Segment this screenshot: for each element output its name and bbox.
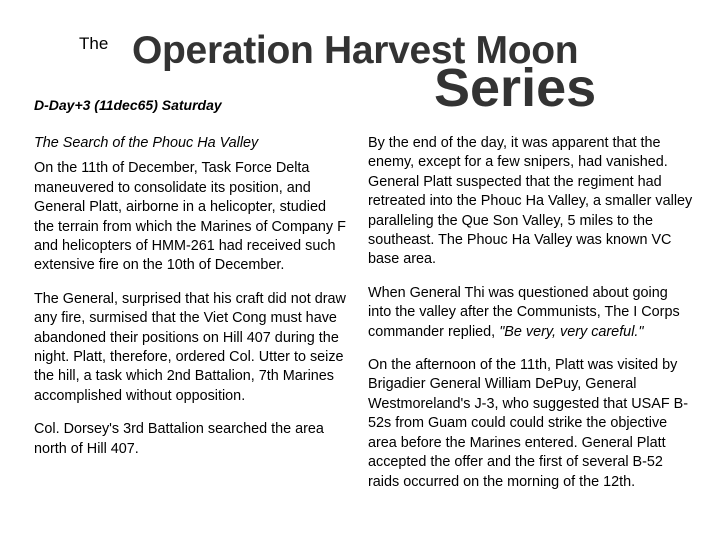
paragraph: On the afternoon of the 11th, Platt was visited by Brigadier General William DePuy, General Westmoreland's J-3, who suggested that USAF B-52s from Guam could could strike the objective area before the Marines entered. General Platt accepted the offer and the first of several B-52 raids occurred on the morning of the 12th. (368, 357, 689, 490)
paragraph: The General, surprised that his craft did not draw any fire, surmised that the Viet Cong must have abandoned their positions on Hill 407 during the night. Platt, therefore, ordered Col. Utter to seize the hill, a task which 2nd Battalion, 7th Marines accomplished without opposition. (34, 290, 346, 404)
right-column (368, 134, 693, 506)
paragraph (368, 284, 693, 342)
paragraph-lead: When General Thi was questioned about going into the valley after the Communists, The I Corps commander replied, (368, 284, 680, 340)
quote: "Be very, very careful." (499, 323, 644, 340)
left-column (34, 134, 346, 473)
series-label: Series (434, 58, 597, 118)
paragraph: By the end of the day, it was apparent that the enemy, except for a few snipers, had vanished. General Platt suspected that the regiment had retreated into the Phouc Ha Valley, a smaller valley paralleling the Que Son Valley, 5 miles to the southeast. The Phouc Ha Valley was known VC base area. (368, 135, 693, 268)
date-line: D-Day+3 (11dec65) Saturday (34, 97, 222, 113)
title-prefix: The (79, 34, 109, 53)
paragraph: Col. Dorsey's 3rd Battalion searched the area north of Hill 407. (34, 421, 324, 457)
paragraph: On the 11th of December, Task Force Delta maneuvered to consolidate its position, and General Platt, airborne in a helicopter, studied the terrain from which the Marines of Company F and helicopters of HMM-261 had received such extensive fire on the 10th of December. (34, 160, 346, 274)
page-title: Operation Harvest Moon (132, 29, 579, 72)
section-subtitle: The Search of the Phouc Ha Valley (34, 135, 259, 151)
